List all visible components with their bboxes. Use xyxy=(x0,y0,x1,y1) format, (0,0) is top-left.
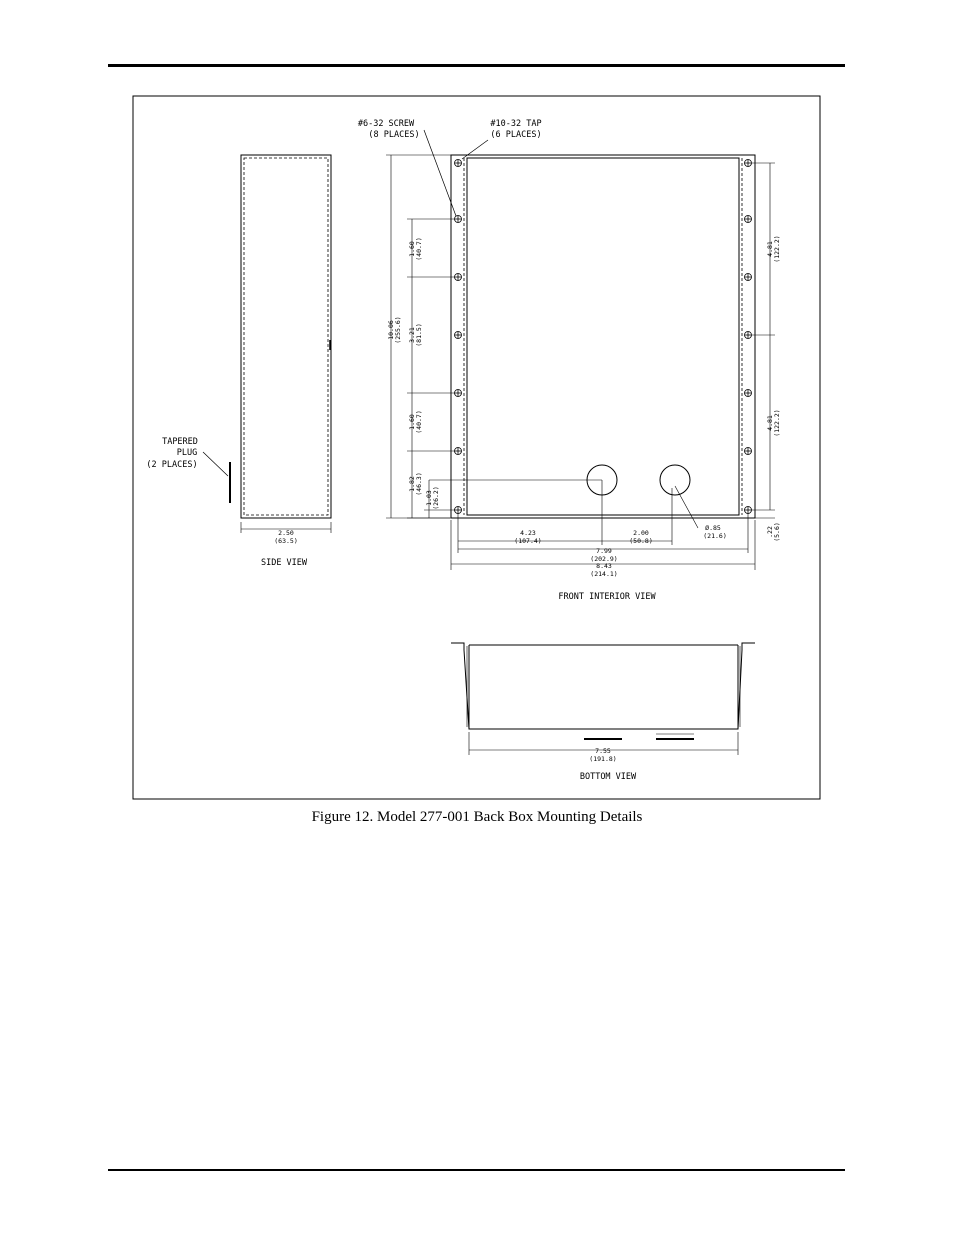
dim-pitch-c: 1.60 xyxy=(408,414,416,430)
dim-bottom-offset-mm: (26.2) xyxy=(432,486,440,510)
callout-leaders xyxy=(424,130,488,216)
screw-marker xyxy=(455,507,462,514)
screw-marker xyxy=(745,160,752,167)
dim-total-height-mm: (255.6) xyxy=(394,316,402,344)
screw-marker xyxy=(455,390,462,397)
dim-pitch-a-mm: (40.7) xyxy=(415,237,423,261)
dim-inner-width: 7.99 xyxy=(596,547,612,555)
dim-pitch-a: 1.60 xyxy=(408,241,416,257)
footer-rule xyxy=(108,1169,845,1171)
screw-marker xyxy=(455,332,462,339)
figure-caption: Figure 12. Model 277-001 Back Box Mounting Details xyxy=(311,809,643,825)
dim-pitch-b-mm: (81.5) xyxy=(415,323,423,347)
dim-pitch-b: 3.21 xyxy=(408,327,416,343)
screw-marker xyxy=(745,216,752,223)
callout-plug-line2: PLUG xyxy=(176,448,198,458)
screw-marker xyxy=(455,216,462,223)
screw-markers xyxy=(455,160,752,514)
screw-marker xyxy=(455,160,462,167)
bottom-view xyxy=(451,643,755,755)
dim-bottom-width: 7.55 xyxy=(595,747,611,755)
dim-flange: .22 xyxy=(766,526,774,538)
screw-marker xyxy=(745,448,752,455)
dim-hole-height-mm: (46.3) xyxy=(415,472,423,496)
dim-flange-mm: (5.6) xyxy=(773,522,781,542)
screw-marker xyxy=(745,507,752,514)
dim-right-lower-mm: (122.2) xyxy=(773,409,781,437)
callout-screw-line1: #6-32 SCREW xyxy=(357,119,415,129)
dim-hole-spacing-mm: (50.8) xyxy=(629,537,653,545)
dim-outer-width-mm: (214.1) xyxy=(590,570,618,578)
side-view xyxy=(203,155,331,533)
dim-side-width: 2.50 xyxy=(278,529,294,537)
dim-right-lower: 4.81 xyxy=(766,415,774,431)
dim-inner-width-mm: (202.9) xyxy=(590,555,618,563)
callout-screw-line2: (8 PLACES) xyxy=(368,130,420,140)
label-side-view: SIDE VIEW xyxy=(260,558,308,568)
screw-marker xyxy=(745,274,752,281)
dim-hole-x: 4.23 xyxy=(520,529,536,537)
dim-right-upper-mm: (122.2) xyxy=(773,235,781,263)
dim-bottom-offset: 1.03 xyxy=(425,490,433,506)
callout-plug-line1: TAPERED xyxy=(162,437,198,447)
dim-hole-dia-mm: (21.6) xyxy=(703,532,727,540)
screw-marker xyxy=(455,274,462,281)
dim-hole-spacing: 2.00 xyxy=(633,529,649,537)
dim-side-width-mm: (63.5) xyxy=(274,537,298,545)
callout-tap-line2: (6 PLACES) xyxy=(490,130,542,140)
dim-right-upper: 4.81 xyxy=(766,241,774,257)
screw-marker xyxy=(455,448,462,455)
front-view xyxy=(451,155,755,518)
label-front-view: FRONT INTERIOR VIEW xyxy=(558,592,656,602)
screw-marker xyxy=(745,332,752,339)
dim-hole-dia: Ø.85 xyxy=(705,524,721,532)
dim-bottom-width-mm: (191.8) xyxy=(589,755,617,763)
figure-frame xyxy=(133,96,820,799)
dim-hole-height: 1.82 xyxy=(408,476,416,492)
dim-pitch-c-mm: (40.7) xyxy=(415,410,423,434)
dim-hole-x-mm: (107.4) xyxy=(514,537,542,545)
screw-marker xyxy=(745,390,752,397)
dim-outer-width: 8.43 xyxy=(596,562,612,570)
dim-total-height: 10.06 xyxy=(387,320,395,340)
callout-plug-line3: (2 PLACES) xyxy=(146,460,198,470)
callout-tap-line1: #10-32 TAP xyxy=(490,119,542,129)
label-bottom-view: BOTTOM VIEW xyxy=(579,772,637,782)
